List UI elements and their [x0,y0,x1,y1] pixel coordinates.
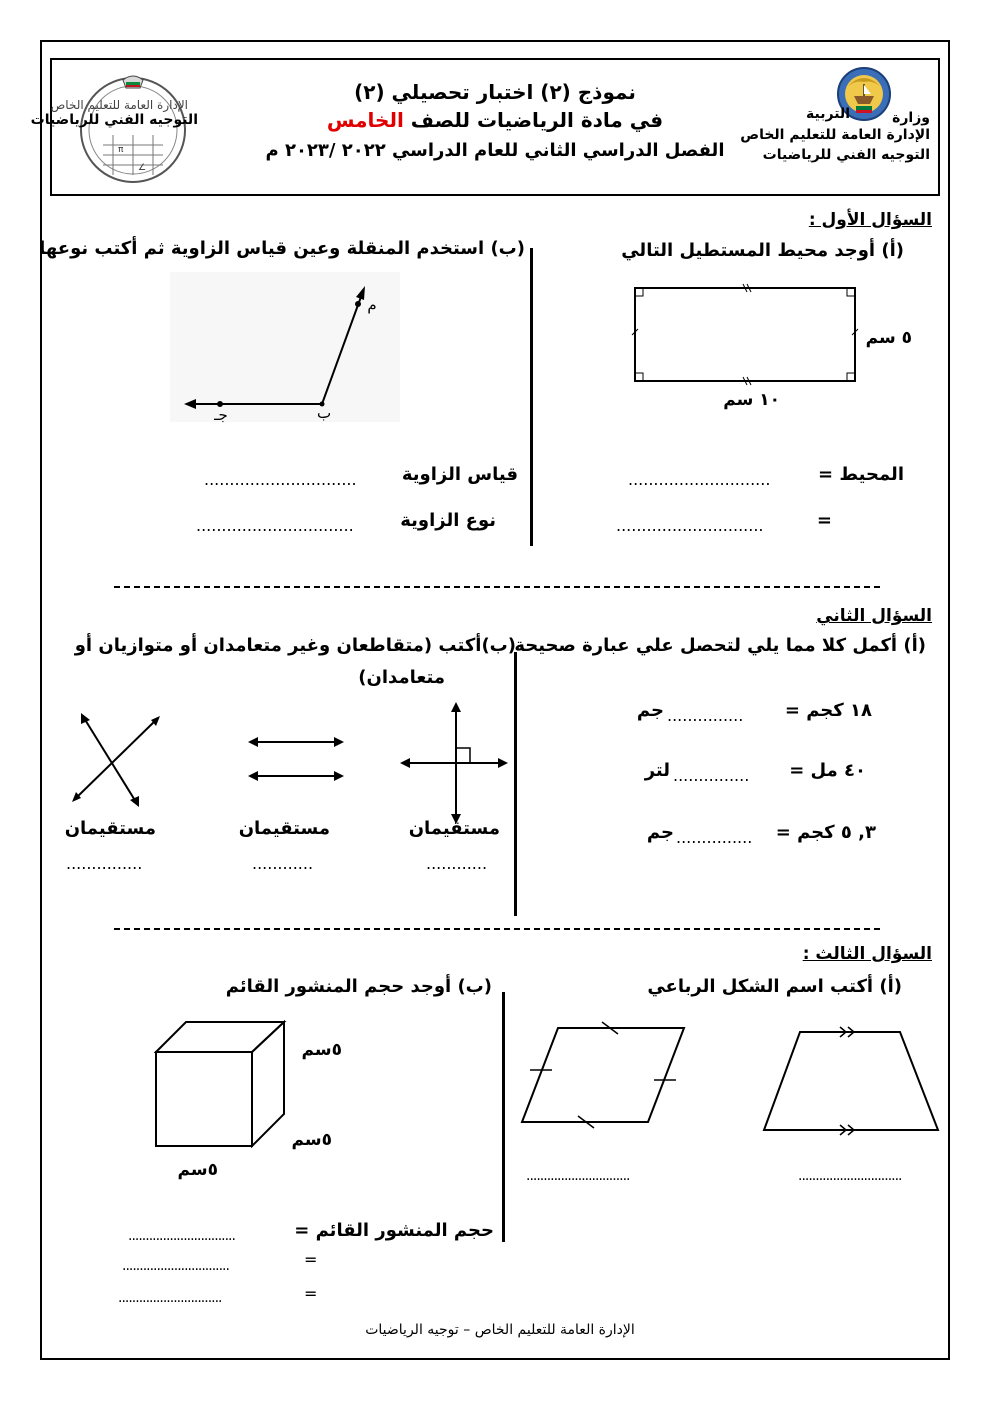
exam-term: الفصل الدراسي الثاني للعام الدراسي ٢٠٢٢ /٢٠٢٣ م [265,140,725,161]
volume-blank-1[interactable]: ............................... [128,1228,235,1244]
education-label: التربية [806,106,850,122]
svg-text:∠: ∠ [138,163,147,173]
cube-figure [152,1018,290,1150]
rect-length-label: ١٠ سم [723,390,780,410]
ministry-supervision: التوجيه الفني للرياضيات [762,147,930,163]
q3b-title: (ب) أوجد حجم المنشور القائم [225,976,492,997]
q2-heading: السؤال الثاني [816,606,932,626]
page-footer: الإدارة العامة للتعليم الخاص – توجيه الرياضيات [365,1322,635,1338]
q2-divider [514,652,517,916]
math-supervision-logo-icon [50,70,188,188]
trapezoid-figure [762,1026,944,1138]
fig3-blank[interactable]: ............... [66,854,143,873]
q2a-item3-unit: جم [646,822,674,843]
angle-type-blank[interactable]: ............................... [196,516,354,535]
q3a-title: (أ) أكتب اسم الشكل الرباعي [647,976,902,997]
q3-heading: السؤال الثالث : [802,944,932,964]
q1-heading: السؤال الأول : [808,210,932,230]
volume-eq-3: = [304,1284,318,1303]
volume-blank-2[interactable]: ............................... [122,1258,229,1274]
volume-eq-2: = [304,1250,318,1269]
q2a-item1-unit: جم [636,700,664,721]
q2a-title: (أ) أكمل كلا مما يلي لتحصل علي عبارة صحيحة [514,635,926,656]
exam-subject: في مادة الرياضيات للصف الخامس [326,108,664,132]
q2a-item2-blank[interactable]: ............... [673,766,750,785]
intersecting-lines-figure [68,712,164,808]
separator-2 [114,928,880,930]
fig2-blank[interactable]: ............ [252,854,314,873]
svg-text:π: π [118,145,124,155]
q1b-title: (ب) استخدم المنقلة وعين قياس الزاوية ثم أكتب نوعها [39,238,525,259]
perimeter-eq: = [816,510,832,531]
q2a-item3-blank[interactable]: ............... [676,828,753,847]
angle-point-c: جـ [214,406,228,424]
q1a-title: (أ) أوجد محيط المستطيل التالي [621,240,904,261]
parallelogram-figure [518,1024,690,1128]
trapezoid-name-blank[interactable]: .............................. [798,1168,902,1184]
q3-divider [502,992,505,1242]
angle-figure [170,272,400,422]
exam-title: نموذج (٢) اختبار تحصيلي (٢) [354,80,636,104]
q2b-title-line2: متعامدان) [358,667,445,688]
angle-type-label: نوع الزاوية [400,510,496,531]
fig1-label: مستقيمان [408,818,500,839]
parallelogram-name-blank[interactable]: .............................. [526,1168,630,1184]
angle-measure-blank[interactable]: .............................. [204,470,357,489]
parallel-lines-figure [246,734,346,784]
q1-divider [530,248,533,546]
angle-vertex-b: ب [316,404,332,422]
perimeter-blank[interactable]: ............................ [628,470,771,489]
fig2-label: مستقيمان [238,818,330,839]
q2a-item1-blank[interactable]: ............... [667,706,744,725]
angle-measure-label: قياس الزاوية [401,464,518,485]
q2a-item1-left: ١٨ كجم = [784,700,872,721]
rectangle-figure [630,283,860,388]
separator-1 [114,586,880,588]
q2a-item3-left: ٣, ٥ كجم = [775,822,876,843]
logo-top-text: الإدارة العامة للتعليم الخاص [50,98,188,112]
fig3-label: مستقيمان [64,818,156,839]
volume-blank-3[interactable]: .............................. [118,1290,222,1306]
fig1-blank[interactable]: ............ [426,854,488,873]
logo-main-text: التوجيه الفني للرياضيات [30,112,198,128]
q2a-item2-unit: لتر [644,760,670,781]
perimeter-label: المحيط = [818,464,904,485]
q2b-title-line1: (ب)أكتب (متقاطعان وغير متعامدان أو متوازيان أو [74,635,516,656]
ministry-dept: الإدارة العامة للتعليم الخاص [740,127,930,143]
volume-label: حجم المنشور القائم = [294,1220,494,1241]
ministry-label: وزارة [892,110,930,126]
perimeter-blank-2[interactable]: ............................. [616,516,764,535]
angle-point-a: م [367,296,377,314]
grade-name: الخامس [326,108,404,132]
cube-depth-label: ٥سم [291,1130,332,1150]
cube-width-label: ٥سم [177,1160,218,1180]
cube-height-label: ٥سم [301,1040,342,1060]
perpendicular-lines-figure [398,702,510,824]
rect-width-label: ٥ سم [865,328,912,348]
q2a-item2-left: ٤٠ مل = [789,760,866,781]
